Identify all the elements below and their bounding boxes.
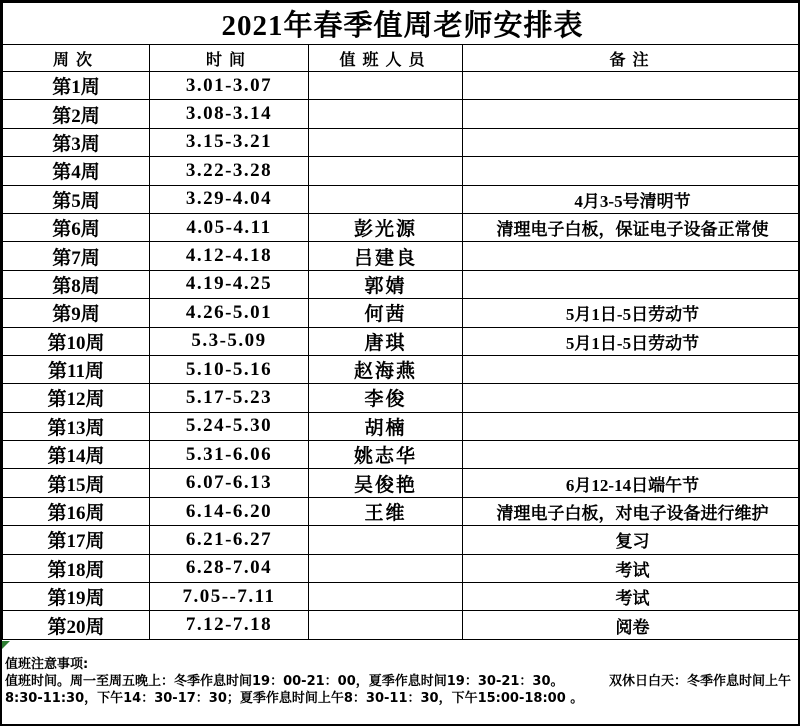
note-cell: 阅卷 (463, 611, 800, 639)
table-row (3, 72, 800, 100)
person-cell: 赵海燕 (309, 355, 463, 383)
notes-heading: 值班注意事项: (5, 656, 89, 672)
schedule-table (2, 2, 800, 640)
note-cell (463, 128, 800, 156)
person-cell (309, 611, 463, 639)
time-cell: 4.19-4.25 (150, 270, 309, 298)
note-cell (463, 441, 800, 469)
note-cell: 6月12-14日端午节 (463, 469, 800, 497)
time-cell: 5.31-6.06 (150, 441, 309, 469)
notes-section (2, 640, 798, 726)
time-cell: 5.24-5.30 (150, 412, 309, 440)
cell-comment-marker-icon (2, 641, 10, 649)
week-cell: 第9周 (3, 299, 150, 327)
week-cell: 第6周 (3, 213, 150, 241)
week-cell: 第2周 (3, 100, 150, 128)
time-cell: 6.14-6.20 (150, 497, 309, 525)
week-cell: 第4周 (3, 157, 150, 185)
week-cell: 第15周 (3, 469, 150, 497)
table-row (3, 554, 800, 582)
notes-body: 值班时间。周一至周五晚上：冬季作息时间19：00-21：00，夏季作息时间19：30-21：30。 双休日白天：冬季作息时间上午8:30-11:30，下午14：30-17：30；夏季作息时间上午8：30-11：30，下午15:00-18:00 。 (5, 673, 792, 706)
week-cell: 第19周 (3, 583, 150, 611)
time-cell: 4.05-4.11 (150, 213, 309, 241)
note-cell: 5月1日-5日劳动节 (463, 327, 800, 355)
time-cell: 6.07-6.13 (150, 469, 309, 497)
week-cell: 第11周 (3, 355, 150, 383)
week-cell: 第3周 (3, 128, 150, 156)
week-cell: 第12周 (3, 384, 150, 412)
time-cell: 7.05--7.11 (150, 583, 309, 611)
week-cell: 第17周 (3, 526, 150, 554)
note-cell: 复习 (463, 526, 800, 554)
note-cell (463, 72, 800, 100)
time-cell: 6.21-6.27 (150, 526, 309, 554)
table-header-row (3, 45, 800, 72)
column-header-time: 时间 (150, 45, 309, 72)
column-header-person: 值班人员 (309, 45, 463, 72)
note-cell: 4月3-5号清明节 (463, 185, 800, 213)
note-cell: 考试 (463, 583, 800, 611)
person-cell (309, 72, 463, 100)
person-cell: 郭婧 (309, 270, 463, 298)
note-cell (463, 384, 800, 412)
person-cell (309, 185, 463, 213)
table-row (3, 526, 800, 554)
week-cell: 第16周 (3, 497, 150, 525)
time-cell: 3.29-4.04 (150, 185, 309, 213)
title-row (3, 3, 800, 45)
time-cell: 4.26-5.01 (150, 299, 309, 327)
table-row (3, 469, 800, 497)
note-cell: 5月1日-5日劳动节 (463, 299, 800, 327)
week-cell: 第5周 (3, 185, 150, 213)
time-cell: 6.28-7.04 (150, 554, 309, 582)
table-row (3, 355, 800, 383)
person-cell: 彭光源 (309, 213, 463, 241)
time-cell: 5.17-5.23 (150, 384, 309, 412)
time-cell: 5.10-5.16 (150, 355, 309, 383)
note-cell (463, 100, 800, 128)
week-cell: 第10周 (3, 327, 150, 355)
table-row (3, 583, 800, 611)
table-row (3, 611, 800, 639)
person-cell: 王维 (309, 497, 463, 525)
time-cell: 5.3-5.09 (150, 327, 309, 355)
week-cell: 第8周 (3, 270, 150, 298)
week-cell: 第7周 (3, 242, 150, 270)
table-row (3, 327, 800, 355)
person-cell (309, 526, 463, 554)
person-cell: 何茜 (309, 299, 463, 327)
person-cell (309, 157, 463, 185)
note-cell (463, 270, 800, 298)
person-cell (309, 554, 463, 582)
person-cell: 吕建良 (309, 242, 463, 270)
table-row (3, 384, 800, 412)
person-cell: 李俊 (309, 384, 463, 412)
week-cell: 第1周 (3, 72, 150, 100)
person-cell (309, 583, 463, 611)
time-cell: 3.08-3.14 (150, 100, 309, 128)
person-cell: 吴俊艳 (309, 469, 463, 497)
note-cell (463, 412, 800, 440)
table-row (3, 412, 800, 440)
column-header-note: 备注 (463, 45, 800, 72)
page-title: 2021年春季值周老师安排表 (3, 3, 800, 45)
table-row (3, 441, 800, 469)
person-cell: 姚志华 (309, 441, 463, 469)
table-row (3, 213, 800, 241)
week-cell: 第13周 (3, 412, 150, 440)
table-row (3, 497, 800, 525)
week-cell: 第20周 (3, 611, 150, 639)
note-cell: 清理电子白板，保证电子设备正常使 (463, 213, 800, 241)
note-cell: 考试 (463, 554, 800, 582)
note-cell (463, 355, 800, 383)
table-row (3, 185, 800, 213)
schedule-body (3, 72, 800, 640)
week-cell: 第14周 (3, 441, 150, 469)
note-cell (463, 157, 800, 185)
table-row (3, 100, 800, 128)
time-cell: 4.12-4.18 (150, 242, 309, 270)
time-cell: 3.22-3.28 (150, 157, 309, 185)
person-cell (309, 100, 463, 128)
note-cell (463, 242, 800, 270)
person-cell: 胡楠 (309, 412, 463, 440)
column-header-week: 周次 (3, 45, 150, 72)
time-cell: 7.12-7.18 (150, 611, 309, 639)
table-row (3, 270, 800, 298)
table-row (3, 299, 800, 327)
time-cell: 3.01-3.07 (150, 72, 309, 100)
note-cell: 清理电子白板，对电子设备进行维护 (463, 497, 800, 525)
person-cell: 唐琪 (309, 327, 463, 355)
table-row (3, 128, 800, 156)
time-cell: 3.15-3.21 (150, 128, 309, 156)
table-row (3, 157, 800, 185)
table-row (3, 242, 800, 270)
person-cell (309, 128, 463, 156)
week-cell: 第18周 (3, 554, 150, 582)
